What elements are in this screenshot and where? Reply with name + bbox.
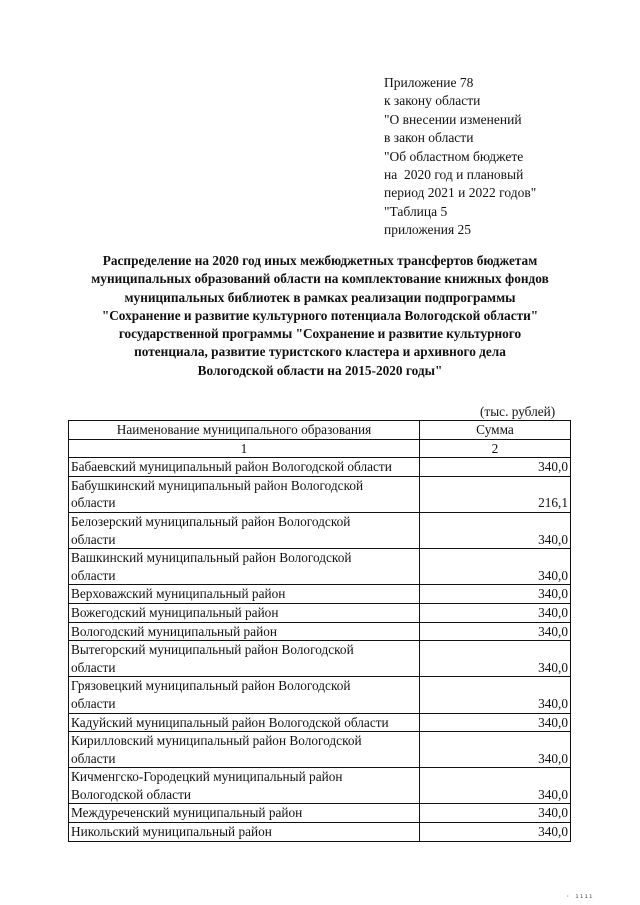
table-row [69, 622, 571, 641]
municipality-name: Верховажский муниципальный район [69, 585, 420, 604]
table-row [69, 476, 571, 512]
table-row [69, 823, 571, 842]
municipality-name: Кирилловский муниципальный район Вологодской области [69, 732, 420, 768]
municipality-name: Вашкинский муниципальный район Вологодской области [69, 549, 420, 585]
transfer-amount: 340,0 [420, 823, 571, 842]
title-line: муниципальных образований области на комплектование книжных фондов [91, 271, 549, 287]
municipality-name: Вологодский муниципальный район [69, 622, 420, 641]
appendix-line: "Таблица 5 [384, 203, 448, 219]
column-header-name: Наименование муниципального образования [69, 421, 420, 440]
table-row [69, 585, 571, 604]
table-row [69, 458, 571, 477]
table-numbering-row [69, 439, 571, 458]
column-header-sum: Сумма [420, 421, 571, 440]
transfer-amount: 340,0 [420, 458, 571, 477]
transfer-amount: 216,1 [420, 476, 571, 512]
appendix-line: в закон области [384, 130, 474, 146]
transfer-amount: 340,0 [420, 603, 571, 622]
title-line: Вологодской области на 2015-2020 годы" [197, 362, 443, 378]
transfer-amount: 340,0 [420, 804, 571, 823]
scan-footer-mark: · ıııı [566, 893, 594, 900]
transfer-amount: 340,0 [420, 713, 571, 732]
appendix-line: на 2020 год и плановый [384, 167, 524, 183]
table-header-row [69, 421, 571, 440]
appendix-line: "Об областном бюджете [384, 148, 524, 164]
table-row [69, 512, 571, 548]
table-row [69, 641, 571, 677]
title-line: государственной программы "Сохранение и развитие культурного [118, 326, 522, 342]
appendix-line: период 2021 и 2022 годов" [384, 185, 537, 201]
table-row [69, 768, 571, 804]
municipality-name: Кичменгско-Городецкий муниципальный район Вологодской области [69, 768, 420, 804]
title-line: потенциала, развитие туристского кластера и архивного дела [134, 344, 506, 360]
appendix-line: "О внесении изменений [384, 111, 522, 127]
appendix-line: приложения 25 [384, 222, 472, 238]
municipality-name: Белозерский муниципальный район Вологодской области [69, 512, 420, 548]
transfer-amount: 340,0 [420, 549, 571, 585]
municipality-name: Бабаевский муниципальный район Вологодской области [69, 458, 420, 477]
appendix-line: Приложение 78 [384, 75, 474, 90]
transfers-table [68, 420, 571, 842]
document-title [60, 252, 580, 380]
table-row [69, 677, 571, 713]
transfer-amount: 340,0 [420, 768, 571, 804]
table-row [69, 603, 571, 622]
title-line: "Сохранение и развитие культурного потенциала Вологодской области" [101, 307, 539, 323]
municipality-name: Грязовецкий муниципальный район Вологодской области [69, 677, 420, 713]
column-number-sum: 2 [420, 439, 571, 458]
transfer-amount: 340,0 [420, 622, 571, 641]
transfer-amount: 340,0 [420, 512, 571, 548]
municipality-name: Вытегорский муниципальный район Вологодской области [69, 641, 420, 677]
municipality-name: Кадуйский муниципальный район Вологодской области [69, 713, 420, 732]
appendix-line: к закону области [384, 93, 481, 109]
title-line: муниципальных библиотек в рамках реализации подпрограммы [124, 289, 516, 305]
transfer-amount: 340,0 [420, 677, 571, 713]
municipality-name: Вожегодский муниципальный район [69, 603, 420, 622]
units-label: (тыс. рублей) [480, 404, 556, 419]
transfer-amount: 340,0 [420, 585, 571, 604]
municipality-name: Никольский муниципальный район [69, 823, 420, 842]
appendix-reference [384, 74, 536, 240]
column-number-name: 1 [69, 439, 420, 458]
table-row [69, 549, 571, 585]
table-row [69, 713, 571, 732]
municipality-name: Бабушкинский муниципальный район Вологодской области [69, 476, 420, 512]
transfer-amount: 340,0 [420, 641, 571, 677]
municipality-name: Междуреченский муниципальный район [69, 804, 420, 823]
title-line: Распределение на 2020 год иных межбюджетных трансфертов бюджетам [102, 253, 538, 268]
transfer-amount: 340,0 [420, 732, 571, 768]
table-row [69, 804, 571, 823]
table-row [69, 732, 571, 768]
